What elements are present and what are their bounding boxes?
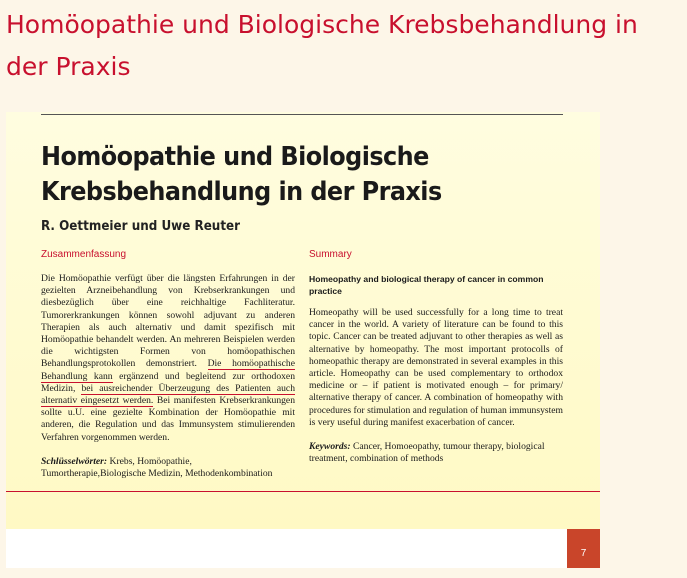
keywords-german-label: Schlüsselwörter:: [41, 455, 108, 467]
keywords-english-label: Keywords:: [309, 441, 351, 453]
article-authors: R. Oettmeier und Uwe Reuter: [41, 219, 241, 234]
keywords-german: [41, 456, 295, 480]
abstract-de-part-2: ergänzend und begleitend zur orthodoxen Medizin,: [41, 370, 295, 394]
abstract-english-text: Homeopathy will be used successfully for a long time to treat cancer in the world. A variety of literature can be found to this topic. Cancer can be treated adjuvant to other therapies as well as alternative by homeopathy. The most important protocolls of homeopathic therapy are demonstrated in several examples in this article. Homeopathy can be used complementary to orthodox medicine or – if patient is motivated enough – for primary/ alternative therapy of cancer. A combination of homeopathy with procedures for stimulation and regulation of human immunsystem is very useful during manifest exacerbation of cancer.: [309, 307, 563, 428]
zusammenfassung-label: Zusammenfassung: [41, 249, 127, 260]
abstract-german-text: [41, 273, 295, 444]
article-title: Homöopathie und Biologische Krebsbehandlung in der Praxis: [41, 142, 442, 207]
abstract-german: [41, 273, 295, 480]
keywords-german-text: Krebs, Homöopathie, Tumortherapie,Biologische Medizin, Methodenkombination: [41, 455, 273, 480]
abstract-de-part-1: Die Homöopathie verfügt über die längsten Erfahrungen in der gezielten Arzneibehandlung von Krebserkrankungen und diesbezüglich über eine reichhaltige Fachliteratur. Tumorerkrankungen können sowohl adjuvant zu anderen Therapien als auch alternativ und damit spezifisch mit Homöopathie behandelt werden. An mehreren Beispielen werden die wichtigsten Formen von homöopathischen Behandlungsprotokollen demonstriert.: [41, 273, 295, 370]
keywords-english: [309, 441, 563, 465]
abstract-english: [309, 273, 563, 465]
page-number-badge[interactable]: 7: [567, 529, 600, 568]
top-divider: [41, 114, 563, 115]
abstract-de-part-3: Bei manifesten Krebserkrankungen sollte u.U. eine gezielte Kombination der Homöopathie mit anderen, die Regulation und das Immunsystem stimulierenden Verfahren vorgenommen werden.: [41, 395, 295, 443]
keywords-english-text: Cancer, Homoeopathy, tumour therapy, biological treatment, combination of methods: [309, 441, 545, 465]
abstract-de-highlight-1: Die homöopathische Behandlung kann: [41, 358, 295, 382]
summary-label: Summary: [309, 249, 352, 260]
slide-footer-bar: [6, 529, 567, 568]
page-title: Homöopathie und Biologische Krebsbehandlung in der Praxis: [6, 10, 638, 81]
summary-heading: Homeopathy and biological therapy of cancer in common practice: [309, 274, 544, 296]
abstract-de-highlight-2: bei ausreichender Überzeugung des Patienten auch alternativ eingesetzt werden.: [41, 382, 295, 407]
bottom-divider: [6, 491, 600, 492]
